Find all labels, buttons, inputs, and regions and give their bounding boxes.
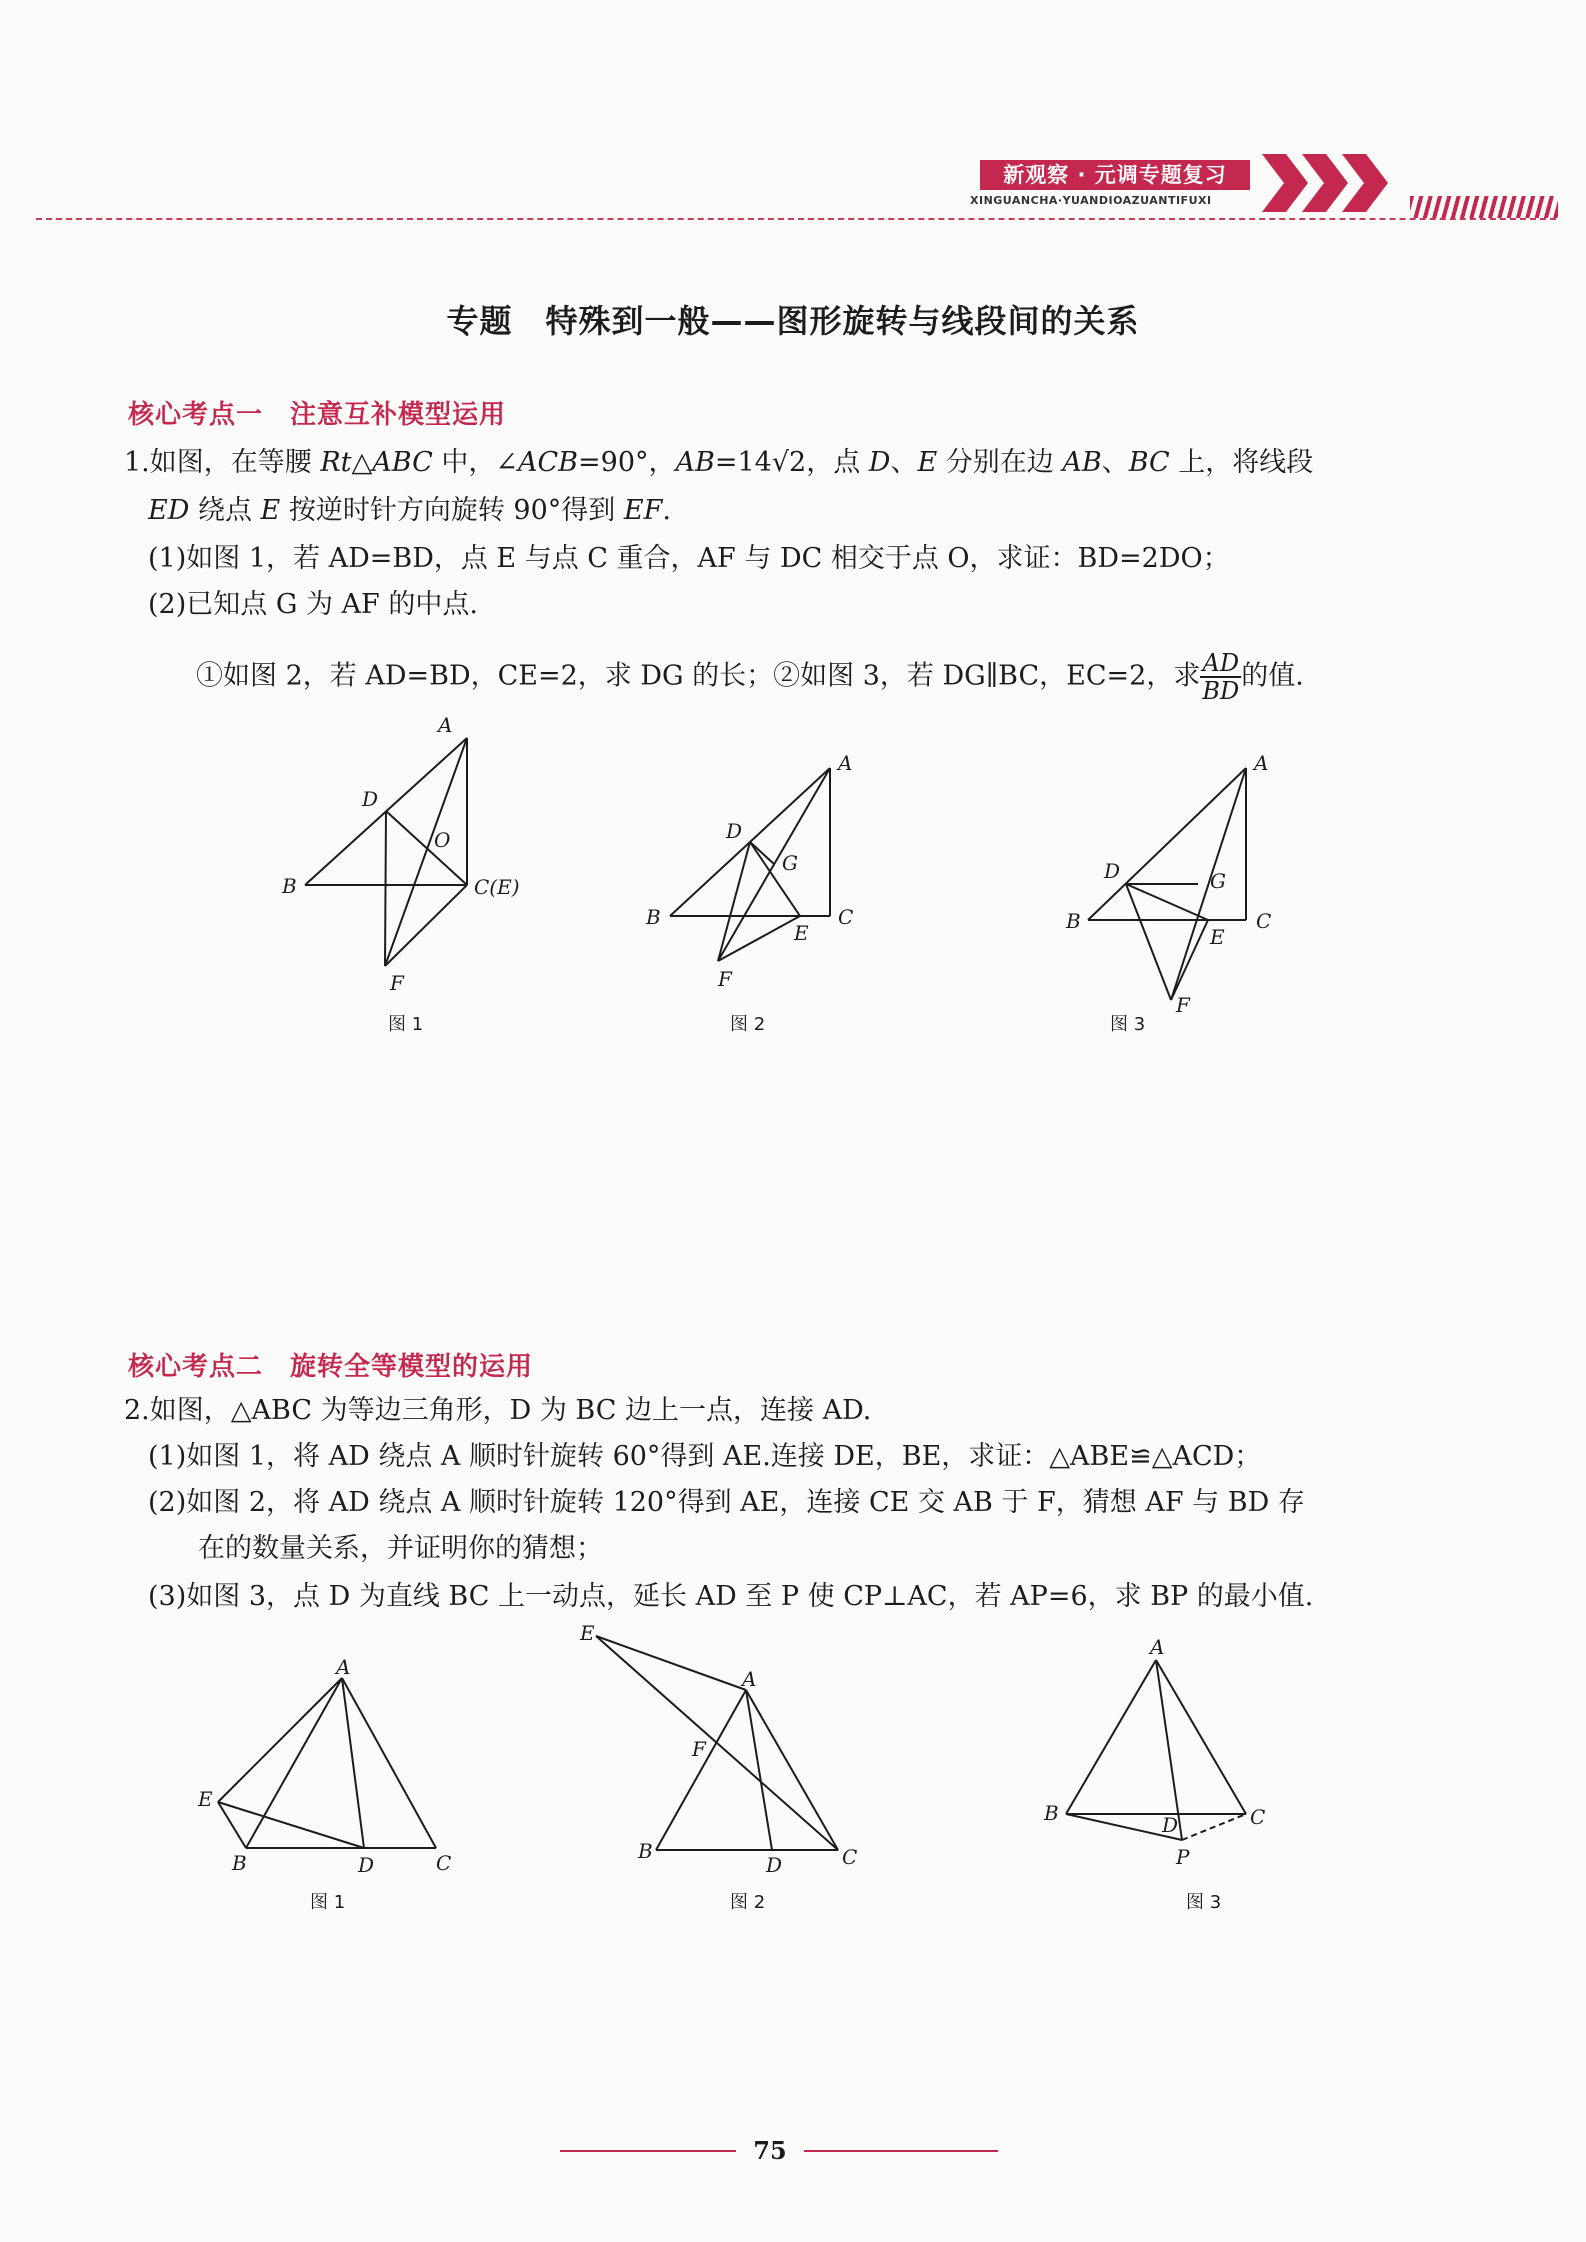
q2fig1-segment-ae <box>218 1678 342 1802</box>
page-title: 专题 特殊到一般——图形旋转与线段间的关系 <box>446 302 1140 340</box>
header-stripes <box>1410 196 1558 218</box>
fig1-label-a: A <box>438 713 453 737</box>
q2-figure2 <box>580 1621 870 1877</box>
footer-line-right <box>804 2150 998 2152</box>
q1-part2: (2)已知点 G 为 AF 的中点. <box>148 589 478 620</box>
fig1-label-d: D <box>362 787 379 811</box>
q2fig3-label-p: P <box>1176 1845 1190 1869</box>
q2fig2-label-b: B <box>638 1839 653 1863</box>
q2-fig2-caption: 图 2 <box>730 1892 766 1913</box>
q2fig2-label-f: F <box>692 1737 706 1761</box>
q2fig1-label-b: B <box>232 1851 247 1875</box>
fig2-label-e: E <box>794 921 809 945</box>
q1-figure1 <box>270 710 550 1000</box>
q2fig1-label-a: A <box>336 1655 351 1679</box>
q2fig2-label-c: C <box>842 1845 858 1869</box>
series-title-en: XINGUANCHA·YUANDIOAZUANTIFUXI <box>970 194 1212 207</box>
q2fig3-side-ab <box>1066 1660 1156 1814</box>
header-divider <box>36 218 1556 220</box>
q2fig3-side-ac <box>1156 1660 1246 1814</box>
fig2-label-g: G <box>782 851 798 875</box>
q2-figure1 <box>196 1655 476 1877</box>
fig3-label-c: C <box>1256 909 1272 933</box>
q2-figure3 <box>1040 1632 1300 1882</box>
q1-line1: 1.如图，在等腰 Rt△ABC 中，∠ACB=90°，AB=14√2，点 D、E 分别在边 AB、BC 上，将线段 <box>124 447 1314 478</box>
q2fig1-label-e: E <box>198 1787 213 1811</box>
series-banner <box>960 150 1252 216</box>
q2fig2-side-ab <box>656 1690 746 1850</box>
q2fig2-label-e: E <box>580 1621 595 1645</box>
fig3-label-a: A <box>1254 751 1269 775</box>
q2fig1-label-d: D <box>358 1853 375 1877</box>
fig1-segment-fc <box>385 885 467 966</box>
q2fig2-segment-ea <box>596 1636 746 1690</box>
q2fig3-label-b: B <box>1044 1801 1059 1825</box>
q2fig2-label-a: A <box>742 1667 757 1691</box>
q2fig3-label-a: A <box>1150 1635 1165 1659</box>
q2fig1-label-c: C <box>436 1851 452 1875</box>
fig3-label-e: E <box>1210 925 1225 949</box>
fig1-segment-af <box>385 738 467 966</box>
q2-part3: (3)如图 3，点 D 为直线 BC 上一动点，延长 AD 至 P 使 CP⊥AC，若 AP=6，求 BP 的最小值. <box>148 1581 1314 1612</box>
q2-fig3-caption: 图 3 <box>1186 1892 1222 1913</box>
q2fig3-segment-cp <box>1182 1814 1246 1840</box>
q1-fig2-caption: 图 2 <box>730 1014 766 1035</box>
fig1-label-f: F <box>390 971 404 995</box>
q2fig1-segment-ad <box>342 1678 364 1848</box>
q2-line1: 2.如图，△ABC 为等边三角形，D 为 BC 边上一点，连接 AD. <box>124 1395 872 1426</box>
chevron-arrows-icon <box>1262 150 1412 216</box>
q2fig1-segment-ed <box>218 1802 364 1848</box>
fig2-label-c: C <box>838 905 854 929</box>
q1-line2: ED 绕点 E 按逆时针方向旋转 90°得到 EF. <box>148 495 671 526</box>
q1-figure2 <box>640 740 900 1010</box>
fig2-label-f: F <box>718 967 732 991</box>
fig2-label-b: B <box>646 905 661 929</box>
fig3-label-g: G <box>1210 869 1226 893</box>
fig1-label-b: B <box>282 874 297 898</box>
q2fig2-segment-ec <box>596 1636 838 1850</box>
q2fig3-label-d: D <box>1162 1813 1179 1837</box>
fig3-segment-fe <box>1171 920 1208 1000</box>
q1-figure3 <box>1060 740 1320 1020</box>
q1-fig1-caption: 图 1 <box>388 1014 424 1035</box>
fig3-label-f: F <box>1176 993 1190 1017</box>
section1-heading: 核心考点一 注意互补模型运用 <box>128 400 507 430</box>
fig1-segment-df <box>385 811 386 966</box>
q2fig2-label-d: D <box>766 1853 783 1877</box>
fig2-label-a: A <box>838 751 853 775</box>
q2fig1-side-ab <box>246 1678 342 1848</box>
page-number: 75 <box>753 2136 787 2165</box>
fig2-segment-af <box>718 768 830 961</box>
q2-part2a: (2)如图 2，将 AD 绕点 A 顺时针旋转 120°得到 AE，连接 CE 交 AB 于 F，猜想 AF 与 BD 存 <box>148 1487 1305 1518</box>
fraction-ad-bd: $\frac{AD}{BD}$ <box>1202 649 1240 705</box>
fig3-label-d: D <box>1104 859 1121 883</box>
q2-part2b: 在的数量关系，并证明你的猜想； <box>198 1533 603 1564</box>
section2-heading: 核心考点二 旋转全等模型的运用 <box>128 1352 534 1382</box>
q2fig1-side-ac <box>342 1678 436 1848</box>
fig2-label-d: D <box>726 819 743 843</box>
fig1-label-o: O <box>434 828 451 852</box>
series-title-cn: 新观察 · 元调专题复习 <box>980 160 1250 190</box>
q1-fig3-caption: 图 3 <box>1110 1014 1146 1035</box>
q1-part1: (1)如图 1，若 AD=BD，点 E 与点 C 重合，AF 与 DC 相交于点 O，求证：BD=2DO； <box>148 543 1230 574</box>
q2-fig1-caption: 图 1 <box>310 1892 346 1913</box>
fig1-label-c: C(E) <box>474 875 520 899</box>
fig2-segment-df <box>718 842 750 961</box>
q2-part1: (1)如图 1，将 AD 绕点 A 顺时针旋转 60°得到 AE.连接 DE，BE，求证：△ABE≌△ACD； <box>148 1441 1262 1472</box>
fig3-label-b: B <box>1066 909 1081 933</box>
q1-part2-sub: ①如图 2，若 AD=BD，CE=2，求 DG 的长；②如图 3，若 DG∥BC，EC=2，求 $\frac{AD}{BD}$ 的值. <box>196 649 1304 705</box>
q2fig3-label-c: C <box>1250 1805 1266 1829</box>
footer-line-left <box>560 2150 736 2152</box>
